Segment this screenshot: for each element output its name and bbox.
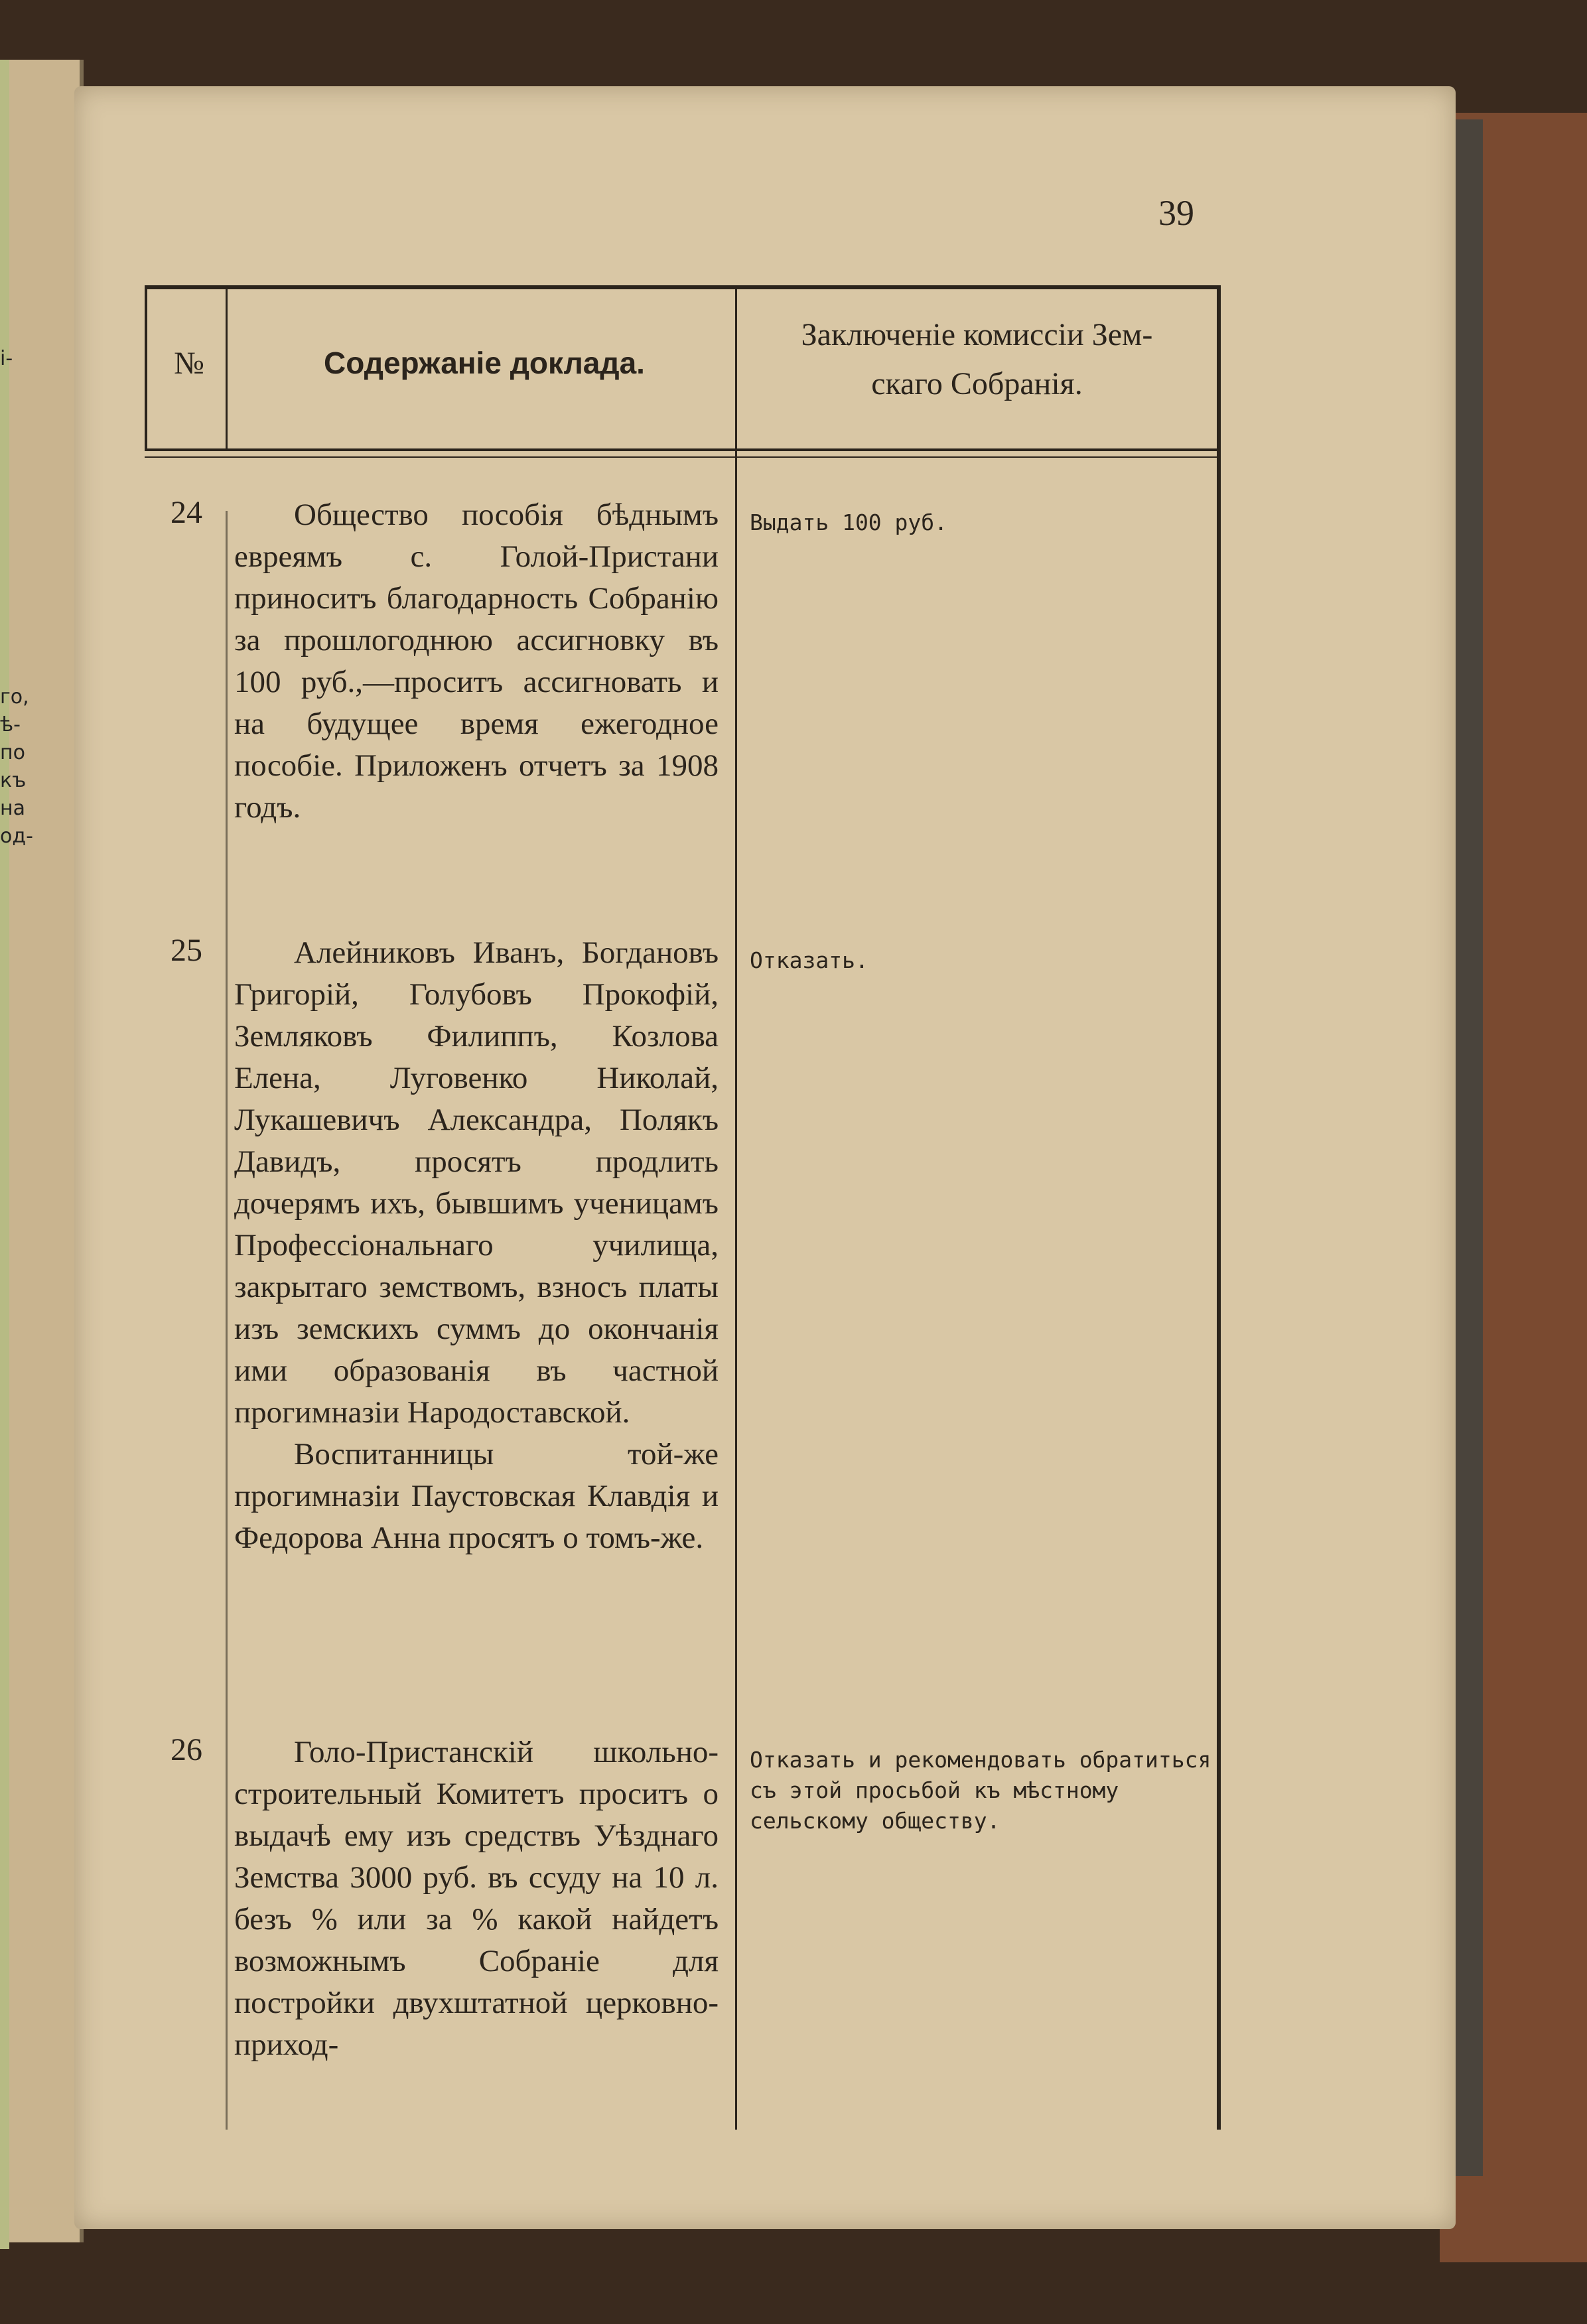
row-number: 25 bbox=[171, 933, 202, 968]
header-number: № bbox=[174, 346, 204, 381]
left-page-fragment: по bbox=[0, 741, 25, 764]
column-divider-2 bbox=[735, 289, 737, 2130]
left-page-fragment: на bbox=[0, 797, 25, 820]
left-page-fragment: і- bbox=[0, 347, 13, 370]
left-page bbox=[0, 60, 84, 2242]
row-conclusion: Отказать и рекомендовать обратиться съ этой просьбой къ мѣстному сельскому обществу. bbox=[750, 1747, 1211, 1834]
left-page-fragment: къ bbox=[0, 769, 27, 792]
row-content bbox=[234, 494, 719, 829]
row-conclusion: Выдать 100 руб. bbox=[750, 510, 948, 535]
left-page-fragment: ѣ- bbox=[0, 713, 21, 736]
row-content-text: Голо-Пристанскій школьно-строительный Комитетъ проситъ о выдачѣ ему изъ средствъ Уѣзднаго Земства 3000 руб. въ ссуду на 10 л. безъ % или за % какой найдетъ возможнымъ Собраніе для постройки двухштатной церковно-приход- bbox=[234, 1735, 719, 2062]
header-content: Содержаніе доклада. bbox=[324, 346, 645, 380]
table-right-rule bbox=[1217, 285, 1221, 2130]
row-content bbox=[234, 1732, 719, 2066]
header-bottom-rule bbox=[145, 448, 1221, 451]
table-left-rule bbox=[145, 285, 147, 450]
page-number: 39 bbox=[1158, 193, 1194, 233]
column-divider-1-body bbox=[226, 511, 228, 2130]
table-top-rule bbox=[145, 285, 1221, 289]
header-conclusion bbox=[743, 310, 1211, 409]
header-conclusion-line-1: Заключеніе комиссіи Зем- bbox=[801, 317, 1153, 352]
row-content bbox=[234, 932, 719, 1559]
left-page-fragment: од- bbox=[0, 825, 33, 848]
row-conclusion: Отказать. bbox=[750, 947, 868, 973]
row-content-text: Общество пособія бѣднымъ евреямъ с. Голой-Пристани приноситъ благодарность Собранію за прошлогоднюю ассигновку въ 100 руб.,—проситъ ассигновать и на будущее время ежегодное пособіе. Приложенъ отчетъ за 1908 годъ. bbox=[234, 498, 719, 825]
column-divider-1 bbox=[226, 289, 228, 450]
header-conclusion-line-2: скаго Собранія. bbox=[871, 366, 1083, 401]
row-content-extra: Воспитанницы той-же прогимназіи Паустовская Клавдія и Федорова Анна просятъ о томъ-же. bbox=[234, 1437, 719, 1555]
left-page-edge bbox=[0, 60, 9, 2249]
row-number: 26 bbox=[171, 1732, 202, 1767]
row-content-text: Алейниковъ Иванъ, Богдановъ Григорій, Голубовъ Прокофій, Земляковъ Филиппъ, Козлова Елена, Луговенко Николай, Лукашевичъ Александра, Полякъ Давидъ, просятъ продлить дочерямъ ихъ, бывшимъ ученицамъ Профессіональнаго училища, закрытаго земствомъ, взносъ платы изъ земскихъ суммъ до окончанія ими образованія въ частной прогимназіи Народоставской. bbox=[234, 935, 719, 1430]
header-bottom-rule-2 bbox=[145, 456, 1221, 458]
left-page-fragment: го, bbox=[0, 685, 29, 709]
row-number: 24 bbox=[171, 495, 202, 530]
